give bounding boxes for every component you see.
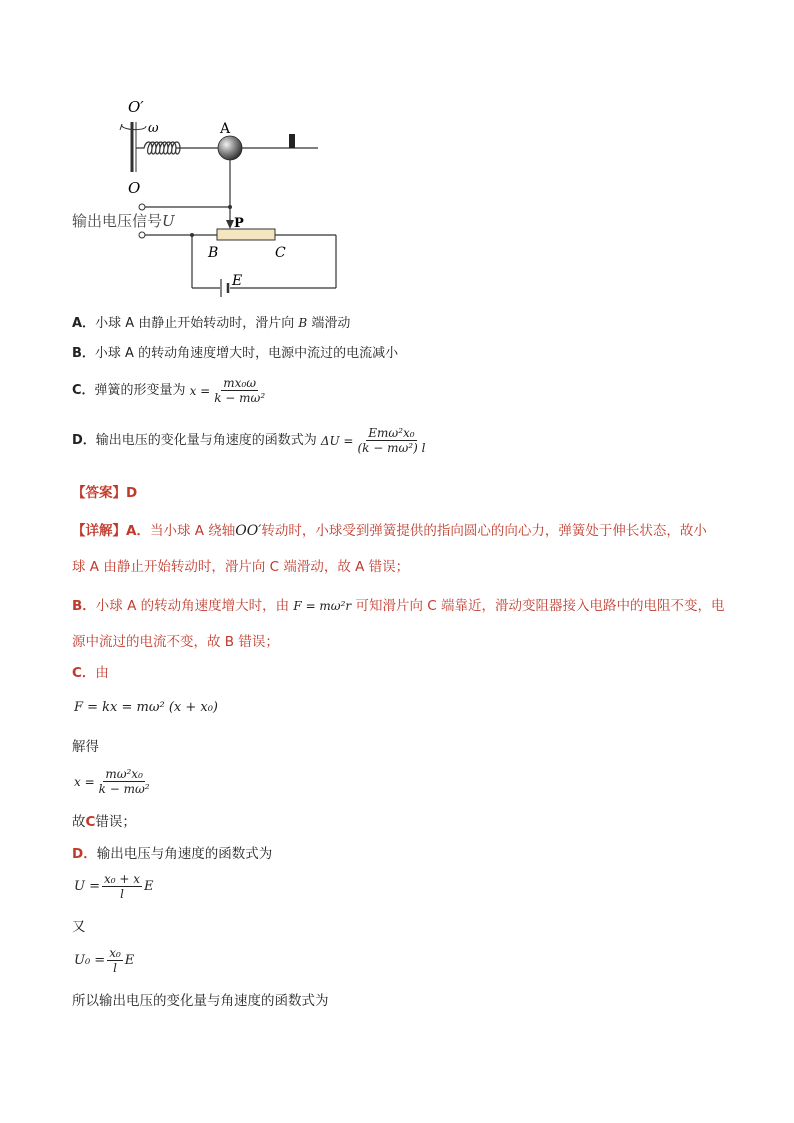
detail-a-line1 [72, 522, 732, 540]
detail-d-lhs: U = [74, 879, 100, 894]
detail-b-label: B． [72, 598, 96, 614]
answer-value: D [126, 485, 138, 501]
label-p: P [234, 216, 244, 231]
option-b-text: 小球 A 的转动角速度增大时，电源中流过的电流减小 [94, 346, 399, 361]
detail-d-text: 输出电压与角速度的函数式为 [96, 846, 273, 862]
detail-c-conclusion-post: 错误； [95, 814, 136, 830]
option-c-label: C． [72, 382, 95, 398]
output-terminal-bottom [139, 232, 145, 238]
option-a [72, 314, 350, 333]
detail-d-again-text: 又 [72, 919, 86, 935]
detail-d-intro [72, 845, 272, 863]
stopper-block [289, 134, 295, 148]
detail-c-num: mω²x₀ [105, 767, 143, 781]
rheostat [217, 229, 275, 240]
detail-a-line1-post: 转动时，小球受到弹簧提供的指向圆心的向心力，弹簧处于伸长状态，故小 [261, 523, 707, 539]
detail-d-num: x₀ + x [103, 872, 141, 886]
option-c-num: mx₀ω [223, 376, 257, 390]
detail-d-again [72, 918, 86, 936]
detail-d-den2: l [113, 961, 117, 975]
label-omega: ω [148, 121, 159, 136]
detail-a-line1-pre: 当小球 A 绕轴 [149, 523, 236, 539]
option-a-text: 小球 A 由静止开始转动时，滑片向 [95, 316, 295, 331]
rotating-ball-circuit-diagram [60, 90, 360, 310]
detail-c-conclusion [72, 813, 136, 831]
answer-line [72, 484, 137, 502]
output-voltage-u: U [162, 212, 175, 230]
detail-d-tail: E [144, 879, 154, 894]
option-a-label: A． [72, 316, 96, 331]
detail-c-conclusion-c: C [85, 814, 96, 830]
detail-c-solve-text: 解得 [72, 739, 99, 755]
option-a-italic: B [298, 316, 308, 330]
junction-dot [228, 205, 232, 209]
option-c-den: k − mω² [214, 391, 266, 405]
detail-b-line2-text: 源中流过的电流不变，故 B 错误； [72, 634, 279, 650]
option-d [72, 426, 429, 455]
label-b: B [208, 245, 219, 261]
detail-c-result [74, 767, 154, 796]
detail-a-line2-text: 球 A 由静止开始转动时，滑片向 C 端滑动，故 A 错误； [72, 559, 410, 575]
detail-a-axis: OO′ [235, 523, 262, 539]
detail-d-tail2: E [124, 953, 135, 968]
detail-c-fraction [97, 767, 152, 796]
detail-b-line1-pre: 小球 A 的转动角速度增大时，由 [95, 598, 290, 614]
output-voltage-text: 输出电压信号 [72, 212, 163, 230]
detail-b-line1 [72, 597, 732, 615]
option-c [72, 376, 269, 405]
option-d-num: Emω²x₀ [368, 426, 415, 440]
detail-c-lhs: x = [74, 774, 95, 789]
detail-d-num2: x₀ [109, 946, 121, 960]
detail-d-final-text: 所以输出电压的变化量与角速度的函数式为 [72, 993, 329, 1009]
rotation-arrow-icon [122, 124, 146, 130]
option-d-lhs: ΔU = [320, 433, 354, 448]
option-c-fraction [212, 376, 267, 405]
detail-b-formula: F = mω²r [293, 599, 352, 613]
label-o: O [128, 179, 141, 197]
detail-d-formula1 [74, 872, 154, 901]
detail-a-line2 [72, 558, 409, 576]
spring [136, 142, 218, 154]
rotation-arrow-head [120, 124, 122, 130]
detail-c-solve [72, 738, 99, 756]
label-e: E [232, 273, 243, 289]
option-d-fraction [355, 426, 427, 455]
detail-d-fraction [102, 872, 142, 901]
detail-c-den: k − mω² [98, 782, 150, 796]
detail-d-label: D． [72, 846, 97, 862]
detail-c-text: 由 [95, 665, 109, 681]
option-b [72, 345, 398, 363]
detail-tag: 【详解】 [72, 523, 126, 539]
detail-d-den: l [120, 887, 124, 901]
label-o-prime: O′ [128, 98, 144, 116]
option-c-lhs: x = [189, 383, 211, 398]
detail-d-fraction2 [107, 946, 123, 975]
label-a: A [220, 121, 231, 137]
option-a-tail: 端滑动 [311, 316, 351, 331]
detail-c-conclusion-pre: 故 [72, 814, 86, 830]
detail-b-line1-post: 可知滑片向 C 端靠近，滑动变阻器接入电路中的电阻不变，电 [355, 598, 725, 614]
option-b-label: B． [72, 346, 95, 361]
detail-b-line2 [72, 633, 279, 651]
detail-d-final [72, 992, 329, 1010]
option-d-label: D． [72, 432, 96, 448]
detail-d-formula2 [74, 946, 134, 975]
answer-tag: 【答案】 [72, 485, 126, 501]
option-c-text: 弹簧的形变量为 [94, 382, 186, 398]
slider-arrow-icon [226, 220, 234, 229]
ball-a [218, 136, 242, 160]
detail-d-lhs2: U₀ = [74, 953, 106, 968]
detail-c-formula [74, 700, 218, 715]
option-d-den: (k − mω²) l [357, 441, 426, 455]
option-d-text: 输出电压的变化量与角速度的函数式为 [95, 432, 317, 448]
label-c: C [275, 245, 286, 261]
detail-c-label: C． [72, 665, 96, 681]
detail-a-label: A． [126, 523, 150, 539]
detail-c-intro [72, 664, 109, 682]
output-voltage-label [72, 210, 175, 231]
detail-c-formula-text: F = kx = mω² (x + x₀) [74, 700, 218, 715]
